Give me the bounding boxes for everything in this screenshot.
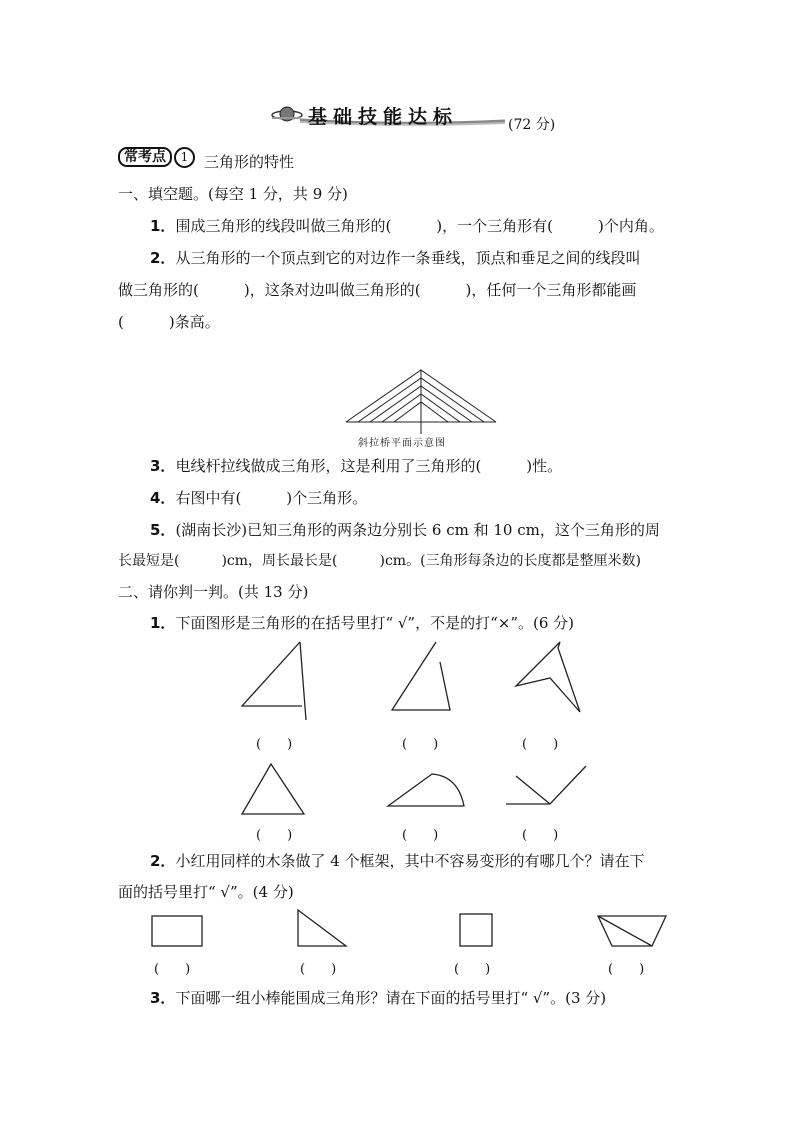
p2-q2-number: 2． xyxy=(150,852,176,870)
p2-q2-frame-trapezoid xyxy=(596,914,676,954)
p2-q3-text: 下面哪一组小棒能围成三角形？请在下面的括号里打“ √”。(3 分) xyxy=(175,989,607,1007)
p2-q2-paren-1[interactable]: ( ) xyxy=(154,962,191,977)
p1-q4 xyxy=(150,488,367,508)
p2-q1-paren-5[interactable]: ( ) xyxy=(402,828,439,843)
p2-q3 xyxy=(150,988,606,1008)
p2-q2-text-line1: 小红用同样的木条做了 4 个框架，其中不容易变形的有哪几个？请在下 xyxy=(175,852,645,870)
p2-q1-paren-3[interactable]: ( ) xyxy=(522,737,559,752)
p1-q3-text: 电线杆拉线做成三角形，这是利用了三角形的( )性。 xyxy=(175,457,563,475)
p1-q5-text-line1: (湖南长沙)已知三角形的两条边分别长 6 cm 和 10 cm，这个三角形的周 xyxy=(175,521,660,539)
p2-q1-shape-4 xyxy=(240,762,320,822)
p2-q1-shape-6 xyxy=(504,762,594,822)
p1-q1 xyxy=(150,216,664,236)
p2-q2-paren-2[interactable]: ( ) xyxy=(300,962,337,977)
section-tag-number: 1 xyxy=(174,147,195,168)
page-title: 基础技能达标 xyxy=(308,106,459,128)
p2-q2-paren-4[interactable]: ( ) xyxy=(608,962,645,977)
p1-q3 xyxy=(150,456,562,476)
section-title: 三角形的特性 xyxy=(204,153,295,171)
p2-q1 xyxy=(150,613,574,633)
p2-q1-paren-2[interactable]: ( ) xyxy=(402,737,439,752)
part2-heading: 二、请你判一判。(共 13 分) xyxy=(118,583,309,601)
p1-q5-number: 5． xyxy=(150,521,176,539)
p2-q2-frame-rectangle xyxy=(150,914,210,954)
p2-q1-shape-5 xyxy=(386,764,476,824)
p2-q1-shape-2 xyxy=(388,640,468,730)
p1-q2-line1 xyxy=(150,248,640,268)
total-score: (72 分) xyxy=(508,117,556,133)
p2-q2-line1 xyxy=(150,851,645,871)
p1-q2-line2: 做三角形的( )，这条对边叫做三角形的( )，任何一个三角形都能画 xyxy=(118,281,637,299)
section-tag xyxy=(118,146,195,168)
section-tag-label: 常考点 xyxy=(118,147,172,167)
p1-q2-text-line1: 从三角形的一个顶点到它的对边作一条垂线，顶点和垂足之间的线段叫 xyxy=(175,249,641,267)
planet-icon xyxy=(272,107,302,121)
p2-q1-number: 1． xyxy=(150,614,176,632)
p2-q1-text: 下面图形是三角形的在括号里打“ √”，不是的打“×”。(6 分) xyxy=(175,614,575,632)
p1-q4-number: 4． xyxy=(150,489,176,507)
p2-q2-frame-square xyxy=(458,912,498,952)
p1-q2-line3: ( )条高。 xyxy=(118,313,220,331)
p1-q1-text: 围成三角形的线段叫做三角形的( )，一个三角形有( )个内角。 xyxy=(175,217,664,235)
part1-heading: 一、填空题。(每空 1 分，共 9 分) xyxy=(118,185,348,203)
p1-q1-number: 1． xyxy=(150,217,176,235)
p1-q2-number: 2． xyxy=(150,249,176,267)
p1-q5-line2: 长最短是( )cm，周长最长是( )cm。(三角形每条边的长度都是整厘米数) xyxy=(118,553,642,569)
p2-q1-paren-1[interactable]: ( ) xyxy=(256,737,293,752)
p1-q5-line1 xyxy=(150,520,660,540)
p2-q3-number: 3． xyxy=(150,989,176,1007)
bridge-caption: 斜拉桥平面示意图 xyxy=(358,438,446,449)
p2-q2-line2: 面的括号里打“ √”。(4 分) xyxy=(118,883,294,901)
p2-q1-shape-1 xyxy=(238,640,318,730)
p2-q2-frame-triangle xyxy=(296,908,356,948)
p2-q2-paren-3[interactable]: ( ) xyxy=(454,962,491,977)
p2-q1-shape-3 xyxy=(512,638,592,728)
p2-q1-paren-6[interactable]: ( ) xyxy=(522,828,559,843)
p1-q3-number: 3． xyxy=(150,457,176,475)
bridge-figure xyxy=(346,366,506,426)
p2-q1-paren-4[interactable]: ( ) xyxy=(256,828,293,843)
p1-q4-text: 右图中有( )个三角形。 xyxy=(175,489,368,507)
